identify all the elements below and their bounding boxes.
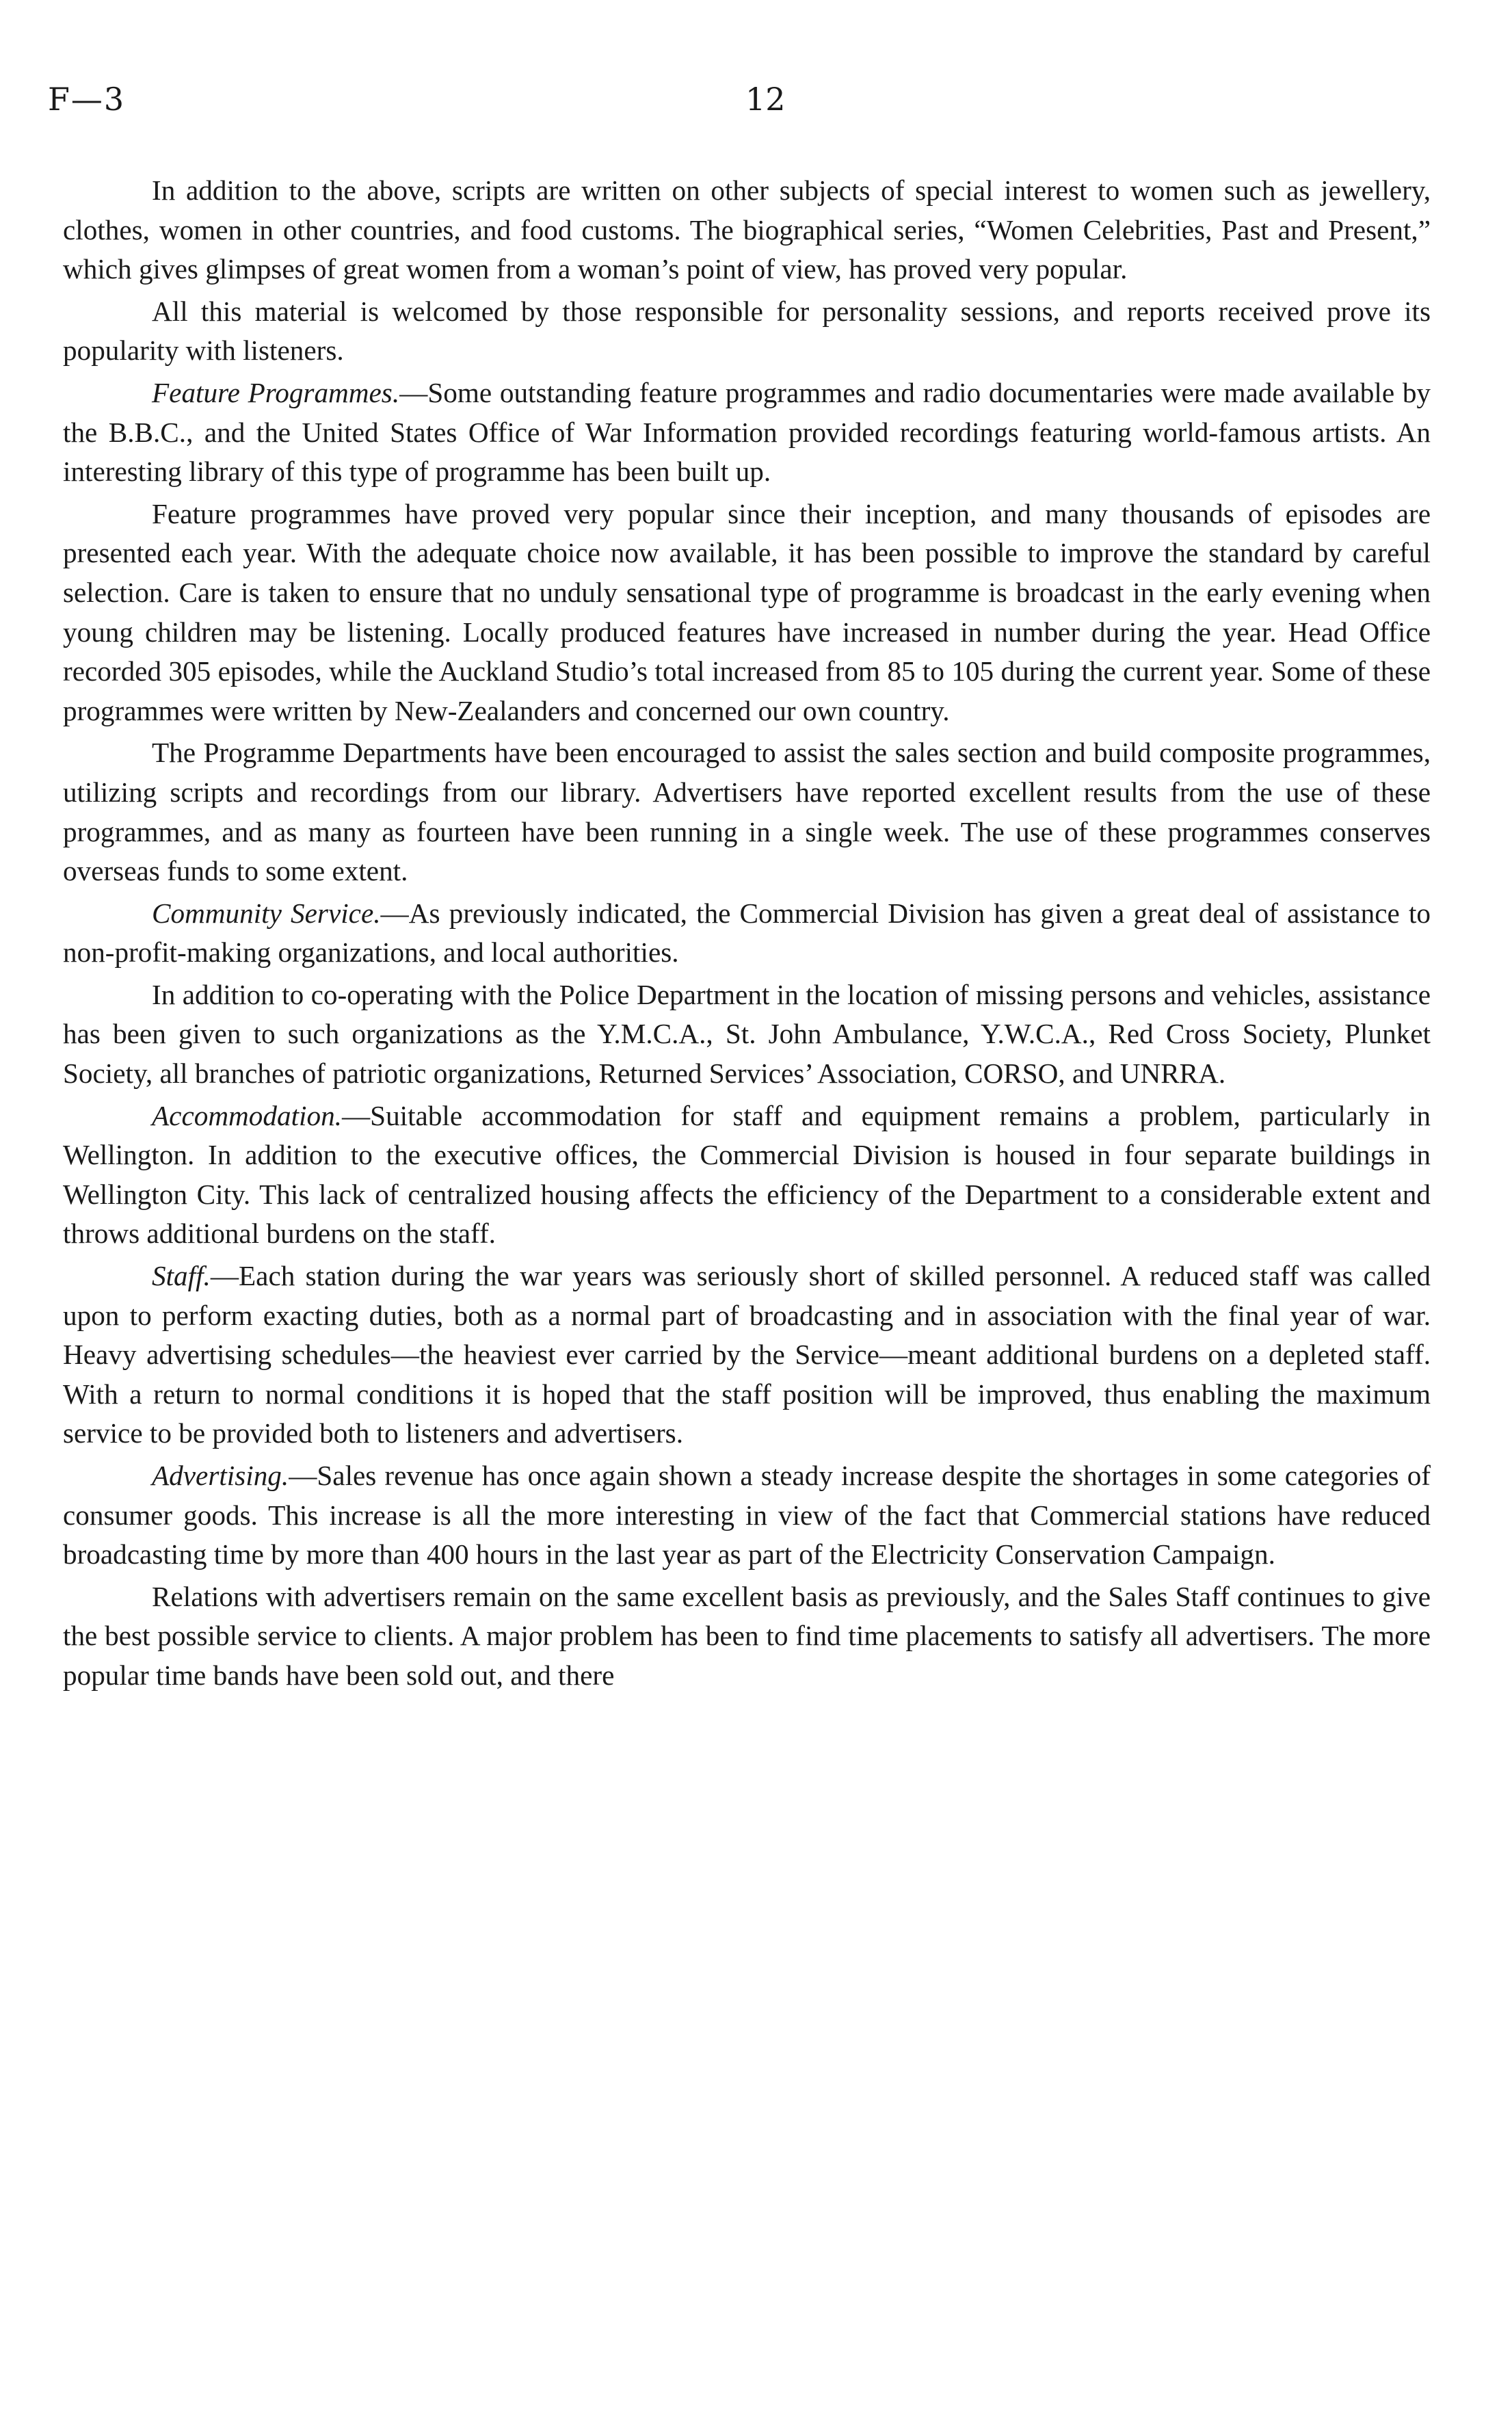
paragraph-text: In addition to the above, scripts are written on other subjects of special interest to women such as jewellery, clothes, women in other countries, and food customs. The biographical series, “Women Celebrities, Past and Present,” which gives glimpses of great women from a woman’s point of view, has proved very popular.	[63, 174, 1431, 285]
paragraph-text: —Sales revenue has once again shown a steady increase despite the shortages in some categories of consumer goods. This increase is all the more interesting in view of the fact that Commercial stations have reduced broadcasting time by more than 400 hours in the last year as part of the Electricity Conservation Campaign.	[63, 1460, 1431, 1571]
page-number: 12	[745, 81, 786, 118]
section-heading-feature-programmes: Feature Programmes.	[152, 376, 400, 408]
paragraph-text: All this material is welcomed by those responsible for personality sessions, and reports received prove its popularity with listeners.	[63, 295, 1431, 367]
paragraph-advertising	[63, 1456, 1431, 1575]
paragraph-text: —Some outstanding feature programmes and radio documentaries were made available by the B.B.C., and the United States Office of War Information provided recordings featuring world-famous artists. An interesting library of this type of programme has been built up.	[63, 376, 1431, 488]
paragraph-composite-programmes	[63, 733, 1431, 891]
paragraph-advertiser-relations	[63, 1577, 1431, 1696]
section-heading-community-service: Community Service.	[152, 897, 381, 929]
page-header	[48, 81, 1464, 129]
paragraph-text: Feature programmes have proved very popular since their inception, and many thousands of episodes are presented each year. With the adequate choice now available, it has been possible to improve the standard by careful selection. Care is taken to ensure that no unduly sensational type of programme is broadcast in the early evening when young children may be listening. Locally produced features have increased in number during the year. Head Office recorded 305 episodes, while the Auckland Studio’s total increased from 85 to 105 during the current year. Some of these programmes were written by New-Zealanders and concerned our own country.	[63, 497, 1431, 726]
paragraph-text: In addition to co-operating with the Police Department in the location of missing persons and vehicles, assistance has been given to such organizations as the Y.M.C.A., St. John Ambulance, Y.W.C.A., Red Cross Society, Plunket Society, all branches of patriotic organizations, Returned Services’ Association, CORSO, and UNRRA.	[63, 978, 1431, 1090]
paragraph-organizations	[63, 975, 1431, 1094]
paragraph-community-service	[63, 894, 1431, 973]
paragraph-feature-programmes	[63, 373, 1431, 492]
paragraph-text: Relations with advertisers remain on the same excellent basis as previously, and the Sales Staff continues to give the best possible service to clients. A major problem has been to find time placements to satisfy all advertisers. The more popular time bands have been sold out, and there	[63, 1580, 1431, 1691]
paragraph-personality-sessions	[63, 292, 1431, 371]
paragraph-accommodation	[63, 1096, 1431, 1254]
paragraph-staff	[63, 1257, 1431, 1454]
paragraph-text: —Each station during the war years was seriously short of skilled personnel. A reduced staff was called upon to perform exacting duties, both as a normal part of broadcasting and in association with the final year of war. Heavy advertising schedules—the heaviest ever carried by the Service—meant additional burdens on a depleted staff. With a return to normal conditions it is hoped that the staff position will be improved, thus enabling the maximum service to be provided both to listeners and advertisers.	[63, 1260, 1431, 1449]
section-heading-staff: Staff.	[152, 1260, 211, 1292]
body-text	[63, 171, 1431, 1698]
document-reference: F—3	[48, 81, 126, 118]
section-heading-accommodation: Accommodation.	[152, 1099, 342, 1131]
paragraph-text: The Programme Departments have been encouraged to assist the sales section and build composite programmes, utilizing scripts and recordings from our library. Advertisers have reported excellent results from the use of these programmes, and as many as fourteen have been running in a single week. The use of these programmes conserves overseas funds to some extent.	[63, 737, 1431, 887]
paragraph-text: —Suitable accommodation for staff and equipment remains a problem, particularly in Wellington. In addition to the executive offices, the Commercial Division is housed in four separate buildings in Wellington City. This lack of centralized housing affects the efficiency of the Department to a considerable extent and throws additional burdens on the staff.	[63, 1099, 1431, 1250]
paragraph-women-scripts	[63, 171, 1431, 289]
paragraph-text: —As previously indicated, the Commercial Division has given a great deal of assistance to non-profit-making organizations, and local authorities.	[63, 897, 1431, 969]
paragraph-feature-popularity	[63, 495, 1431, 731]
section-heading-advertising: Advertising.	[152, 1460, 289, 1491]
